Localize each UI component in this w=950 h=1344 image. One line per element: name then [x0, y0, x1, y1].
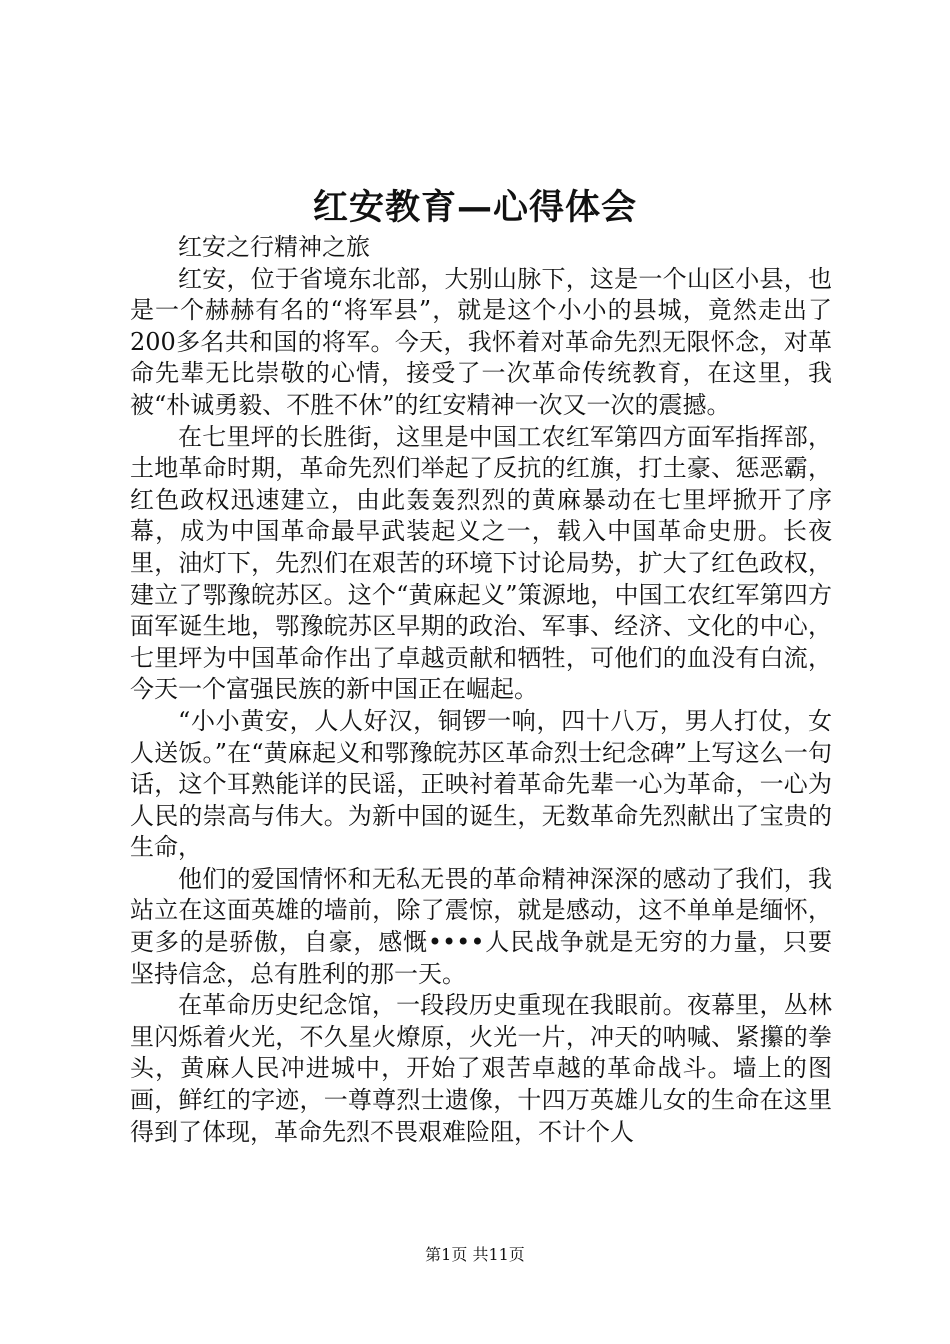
document-title: 红安教育—心得体会 — [312, 188, 637, 228]
document-body — [130, 232, 832, 1148]
document-subtitle: 红安之行精神之旅 — [178, 233, 370, 261]
paragraph: 在七里坪的长胜街，这里是中国工农红军第四方面军指挥部，土地革命时期，革命先烈们举起了反抗的红旗，打土豪、惩恶霸，红色政权迅速建立，由此轰轰烈烈的黄麻暴动在七里坪掀开了序幕，成为中国革命最早武装起义之一，载入中国革命史册。长夜里，油灯下，先烈们在艰苦的环境下讨论局势，扩大了红色政权，建立了鄂豫皖苏区。这个“黄麻起义”策源地，中国工农红军第四方面军诞生地，鄂豫皖苏区早期的政治、军事、经济、文化的中心，七里坪为中国革命作出了卓越贡献和牺牲，可他们的血没有白流，今天一个富强民族的新中国正在崛起。 — [130, 422, 832, 704]
paragraph: 他们的爱国情怀和无私无畏的革命精神深深的感动了我们，我站立在这面英雄的墙前，除了震惊，就是感动，这不单单是缅怀，更多的是骄傲，自豪，感慨••••人民战争就是无穷的力量，只要坚持信念，总有胜利的那一天。 — [130, 864, 832, 988]
page-number-label: 第1页 共11页 — [425, 1245, 525, 1264]
paragraph: 在革命历史纪念馆，一段段历史重现在我眼前。夜幕里，丛林里闪烁着火光，不久星火燎原，火光一片，冲天的呐喊、紧攥的拳头，黄麻人民冲进城中，开始了艰苦卓越的革命战斗。墙上的图画，鲜红的字迹，一尊尊烈士遗像，十四万英雄儿女的生命在这里得到了体现，革命先烈不畏艰难险阻，不计个人 — [130, 991, 832, 1146]
paragraph: “小小黄安，人人好汉，铜锣一响，四十八万，男人打仗，女人送饭。”在“黄麻起义和鄂豫皖苏区革命烈士纪念碑”上写这么一句话，这个耳熟能详的民谣，正映衬着革命先辈一心为革命，一心为人民的崇高与伟大。为新中国的诞生，无数革命先烈献出了宝贵的生命， — [130, 706, 832, 862]
paragraph: 红安，位于省境东北部，大别山脉下，这是一个山区小县，也是一个赫赫有名的“将军县”，就是这个小小的县城，竟然走出了200多名共和国的将军。今天，我怀着对革命先烈无限怀念，对革命先辈无比崇敬的心情，接受了一次革命传统教育，在这里，我被“朴诚勇毅、不胜不休”的红安精神一次又一次的震撼。 — [130, 264, 832, 419]
page-footer — [0, 1244, 950, 1266]
